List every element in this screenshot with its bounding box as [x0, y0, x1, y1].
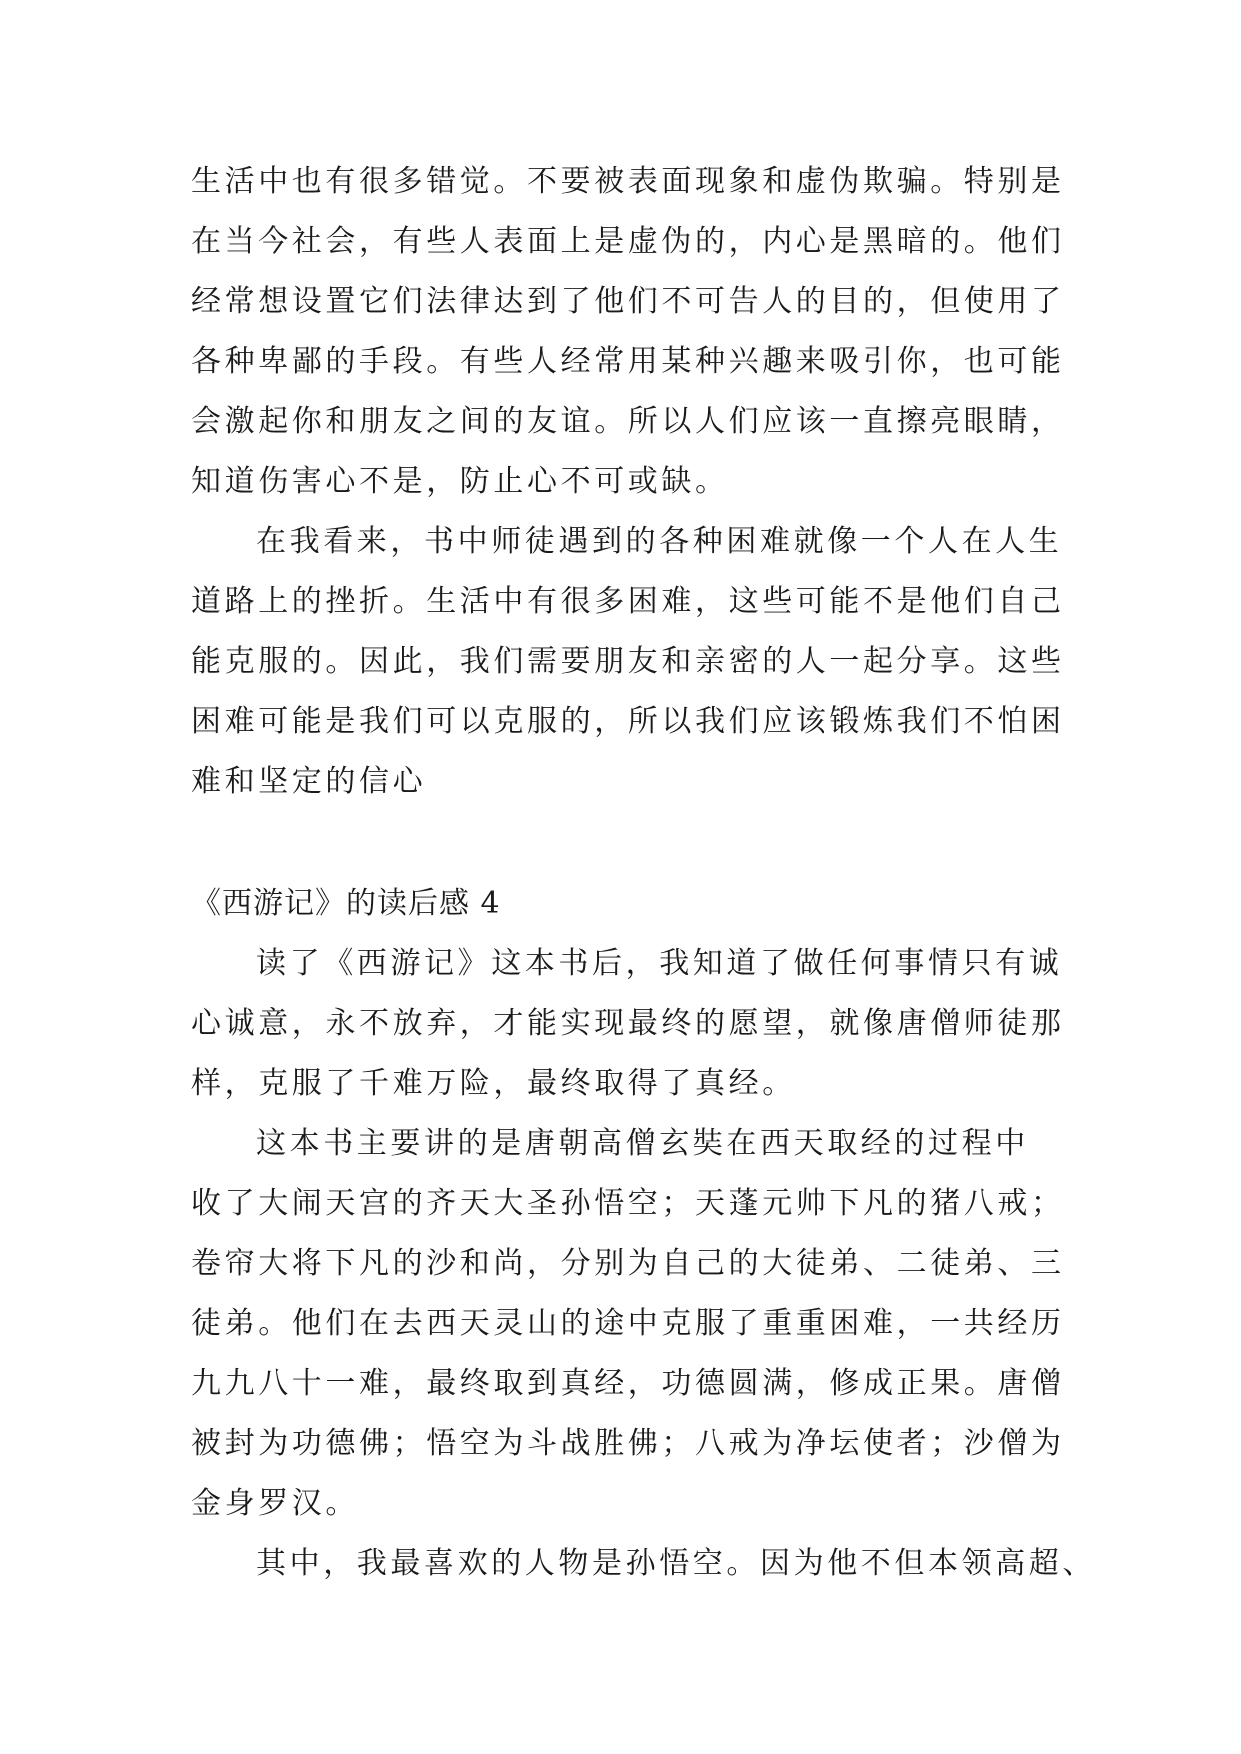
paragraph-line: 九九八十一难，最终取到真经，功德圆满，修成正果。唐僧: [191, 1366, 1065, 1401]
paragraph-line: 生活中也有很多错觉。不要被表面现象和虚伪欺骗。特别是: [191, 164, 1065, 199]
paragraph-line: 在当今社会，有些人表面上是虚伪的，内心是黑暗的。他们: [191, 224, 1065, 259]
paragraph-line: 难和坚定的信心: [191, 764, 427, 799]
paragraph-line: 心诚意，永不放弃，才能实现最终的愿望，就像唐僧师徒那: [191, 1006, 1065, 1041]
paragraph-line: 其中，我最喜欢的人物是孙悟空。因为他不但本领高超、: [256, 1546, 1096, 1581]
paragraph-line: 各种卑鄙的手段。有些人经常用某种兴趣来吸引你，也可能: [191, 344, 1065, 379]
paragraph-line: 知道伤害心不是，防止心不可或缺。: [191, 464, 729, 499]
paragraph-line: 卷帘大将下凡的沙和尚，分别为自己的大徒弟、二徒弟、三: [191, 1246, 1065, 1281]
paragraph-line: 读了《西游记》这本书后，我知道了做任何事情只有诚: [256, 946, 1063, 981]
section-title: 《西游记》的读后感 4: [191, 886, 501, 921]
paragraph-line: 这本书主要讲的是唐朝高僧玄奘在西天取经的过程中: [256, 1126, 1029, 1161]
paragraph-line: 经常想设置它们法律达到了他们不可告人的目的，但使用了: [191, 284, 1065, 319]
paragraph-line: 在我看来，书中师徒遇到的各种困难就像一个人在人生: [256, 524, 1063, 559]
paragraph-line: 收了大闹天宫的齐天大圣孙悟空；天蓬元帅下凡的猪八戒；: [191, 1186, 1065, 1221]
paragraph-line: 金身罗汉。: [191, 1486, 359, 1521]
paragraph-line: 能克服的。因此，我们需要朋友和亲密的人一起分享。这些: [191, 644, 1065, 679]
paragraph-line: 徒弟。他们在去西天灵山的途中克服了重重困难，一共经历: [191, 1306, 1065, 1341]
paragraph-line: 困难可能是我们可以克服的，所以我们应该锻炼我们不怕困: [191, 704, 1065, 739]
paragraph-line: 被封为功德佛；悟空为斗战胜佛；八戒为净坛使者；沙僧为: [191, 1426, 1065, 1461]
paragraph-line: 会激起你和朋友之间的友谊。所以人们应该一直擦亮眼睛，: [191, 404, 1065, 439]
paragraph-line: 道路上的挫折。生活中有很多困难，这些可能不是他们自己: [191, 584, 1065, 619]
paragraph-line: 样，克服了千难万险，最终取得了真经。: [191, 1066, 796, 1101]
